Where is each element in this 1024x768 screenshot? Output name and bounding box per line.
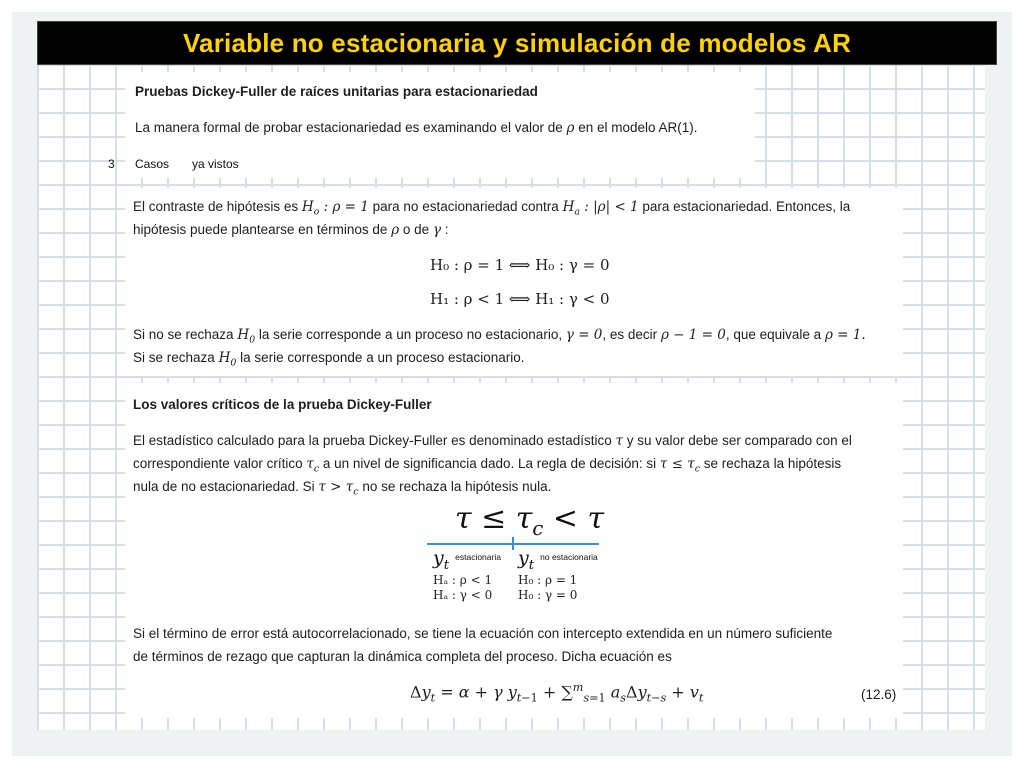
critical-p2-line1: Si el término de error está autocorrelacionado, se tiene la ecuación con intercepto extendida en un número suficiente xyxy=(133,626,833,641)
equation-number: (12.6) xyxy=(861,687,897,702)
critical-p1-line3: nula de no estacionariedad. Si $\tau > \tau_c$ no se rechaza la hipótesis nula. xyxy=(133,479,552,498)
conclusion-line1: Si no se rechaza $H_0$ la serie corresponde a un proceso no estacionario, γ = 0, es decir ρ − 1 = 0, que equivale a ρ = 1. xyxy=(133,327,866,346)
yt-stationary: $y_t$ $^{estacionaria}$ xyxy=(433,547,501,573)
intro-paragraph: La manera formal de probar estacionariedad es examinando el valor de ρ en el modelo AR(1). xyxy=(135,120,698,136)
note-number: 3 xyxy=(108,157,115,171)
critical-p1-line1: El estadístico calculado para la prueba Dickey-Fuller es denominado estadístico τ y su valor debe ser comparado con el xyxy=(133,433,852,449)
equation-h0: H₀ : ρ = 1 ⟺ H₀ : γ = 0 xyxy=(430,256,610,274)
section-heading-dickey-fuller: Pruebas Dickey-Fuller de raíces unitarias para estacionariedad xyxy=(135,84,538,99)
section-heading-critical-values: Los valores críticos de la prueba Dickey-Fuller xyxy=(133,397,432,412)
hypothesis-intro-line1: El contraste de hipótesis es $H_o$ : ρ = 1 para no estacionariedad contra $H_a$ : |ρ| < 1 para estacionariedad. Entonces, la xyxy=(133,199,851,218)
hypothesis-panel xyxy=(125,188,903,376)
note-rest: ya vistos xyxy=(192,157,239,171)
title-bar xyxy=(37,21,997,65)
nonstationary-conditions: H₀ : ρ = 1 H₀ : γ = 0 xyxy=(518,573,578,602)
critical-p1-line2: correspondiente valor crítico $\tau_c$ a un nivel de significancia dado. La regla de decisión: si $\tau \le \tau_c$ se rechaza la hipótesis xyxy=(133,456,842,475)
stationary-conditions: Hₐ : ρ < 1 Hₐ : γ < 0 xyxy=(433,573,493,602)
critical-p2-line2: de términos de rezago que capturan la dinámica completa del proceso. Dicha ecuación es xyxy=(133,649,672,664)
equation-h1: H₁ : ρ < 1 ⟺ H₁ : γ < 0 xyxy=(430,290,610,308)
decision-inequality: $\tau \le \tau_c < \tau$ xyxy=(455,501,605,540)
conclusion-line2: Si se rechaza $H_0$ la serie corresponde a un proceso estacionario. xyxy=(133,350,525,369)
hypothesis-intro-line2: hipótesis puede plantearse en términos de ρ o de γ : xyxy=(133,222,449,238)
critical-value-tick xyxy=(512,537,514,550)
note-word: Casos xyxy=(135,157,170,171)
critical-values-panel xyxy=(125,383,903,718)
yt-nonstationary: $y_t$ $^{no estacionaria}$ xyxy=(518,547,598,573)
augmented-df-equation: $\Delta y_t = \alpha + \gamma$ $y_{t-1} + \sum^m_{s=1}$ $a_s\Delta y_{t-s} + v_t$ xyxy=(410,681,704,705)
slide-title: Variable no estacionaria y simulación de modelos AR xyxy=(182,27,852,58)
